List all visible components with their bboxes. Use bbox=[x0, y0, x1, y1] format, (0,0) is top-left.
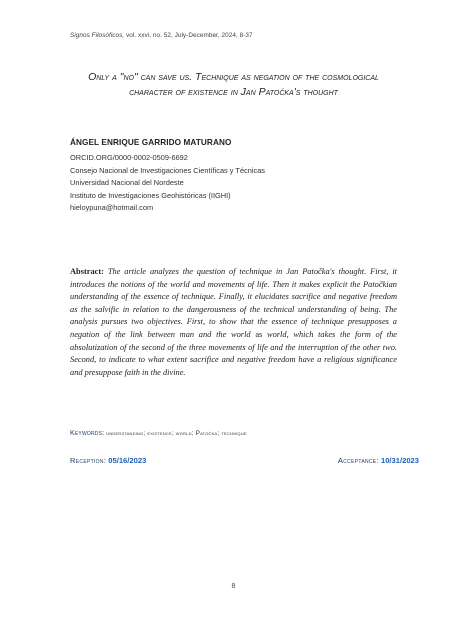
reception-date-value: 05/16/2023 bbox=[108, 456, 147, 465]
reception-label: Reception: bbox=[70, 456, 107, 465]
journal-header bbox=[70, 32, 253, 39]
abstract-text-1: The article analyzes the question of technique in Jan Patočka's thought. First, it introduces the notions of the world and movements of life. Then it makes explicit the Patočkian understanding of the essence of technique. Finally, it elucidates sacrifice and negative freedom as the salvific in relation to the dangerousness of the technical understanding of being. The analysis pursues two objectives. First, to show that the essence of technique presupposes a negation of the link between man and the world bbox=[70, 267, 397, 339]
title-line-1: Only a "no" can save us. Technique as negation of the cosmological bbox=[88, 71, 379, 83]
abstract-label: Abstract: bbox=[70, 267, 104, 276]
author-orcid[interactable]: ORCID.ORG/0000-0002-0509-6692 bbox=[70, 153, 188, 162]
reception-date bbox=[70, 456, 146, 465]
keywords-label: Keywords: bbox=[70, 430, 105, 437]
author-email[interactable]: hieloypuna@hotmail.com bbox=[70, 203, 154, 212]
title-line-2: character of existence in Jan Patočka's thought bbox=[129, 86, 338, 98]
page-number: 8 bbox=[231, 583, 236, 590]
abstract bbox=[70, 266, 397, 379]
author-affiliations bbox=[70, 152, 265, 215]
abstract-text-as: as bbox=[250, 329, 268, 339]
journal-details: vol. xxvi, no. 52, July-December, 2024, 8-37 bbox=[124, 32, 253, 39]
acceptance-label: Acceptance: bbox=[337, 456, 379, 465]
author-name: ÁNGEL ENRIQUE GARRIDO MATURANO bbox=[70, 138, 232, 147]
affiliation-3: Instituto de Investigaciones Geohistóricas (IIGHI) bbox=[70, 190, 231, 200]
keywords-list: understanding; existence; world; Patočka; technique bbox=[104, 430, 247, 437]
acceptance-date-value: 10/31/2023 bbox=[380, 456, 419, 465]
keywords bbox=[70, 430, 247, 437]
affiliation-2: Universidad Nacional del Nordeste bbox=[70, 178, 184, 187]
abstract-text-2: world, which takes the form of the absolutization of the second of the three movements of life and the interruption of the other two. Second, to indicate to what extent sacrifice and negative freedom have a religious significance and presuppose faith in the divine. bbox=[70, 329, 397, 377]
acceptance-date bbox=[338, 456, 419, 465]
article-title bbox=[60, 70, 407, 100]
affiliation-1: Consejo Nacional de Investigaciones Científicas y Técnicas bbox=[70, 165, 265, 175]
journal-name: Signos Filosóficos, bbox=[70, 32, 125, 39]
